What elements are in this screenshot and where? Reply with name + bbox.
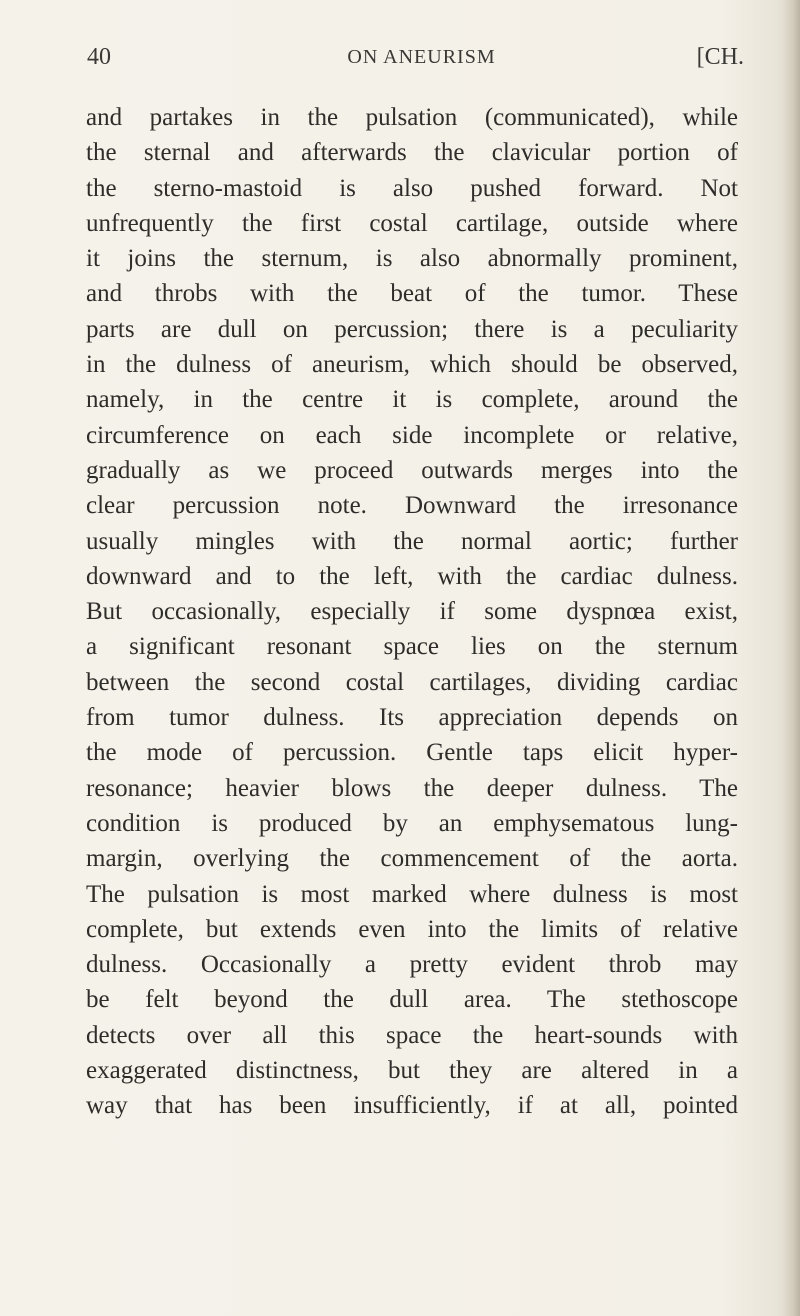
chapter-mark: [CH. bbox=[696, 44, 744, 70]
text-line: from tumor dulness. Its appreciation depends on bbox=[86, 704, 738, 732]
text-line: margin, overlying the commencement of the aorta. bbox=[86, 845, 738, 873]
text-line: between the second costal cartilages, dividing cardiac bbox=[86, 668, 738, 696]
text-line: in the dulness of aneurism, which should be observed, bbox=[86, 351, 738, 379]
text-line: the mode of percussion. Gentle taps elicit hyper- bbox=[86, 739, 738, 767]
text-line: circumference on each side incomplete or relative, bbox=[86, 421, 738, 449]
text-line: parts are dull on percussion; there is a peculiarity bbox=[86, 315, 738, 343]
text-line: clear percussion note. Downward the irresonance bbox=[86, 492, 738, 520]
text-line: it joins the sternum, is also abnormally prominent, bbox=[86, 245, 738, 273]
text-line: and partakes in the pulsation (communicated), while bbox=[86, 104, 738, 131]
text-line: and throbs with the beat of the tumor. These bbox=[86, 280, 738, 308]
text-line: gradually as we proceed outwards merges into the bbox=[86, 456, 738, 484]
text-line: detects over all this space the heart-sounds with bbox=[86, 1021, 738, 1049]
text-line: dulness. Occasionally a pretty evident throb may bbox=[86, 951, 738, 979]
text-line: a significant resonant space lies on the sternum bbox=[86, 633, 738, 661]
text-line: complete, but extends even into the limits of relative bbox=[86, 915, 738, 943]
running-title: ON ANEURISM bbox=[347, 46, 496, 68]
text-line: exaggerated distinctness, but they are altered in a bbox=[86, 1057, 738, 1085]
body-text bbox=[86, 100, 738, 1124]
text-line: way that has been insufficiently, if at all, pointed bbox=[86, 1092, 738, 1120]
text-line: condition is produced by an emphysematous lung- bbox=[86, 809, 738, 837]
text-line: unfrequently the first costal cartilage, outside where bbox=[86, 209, 738, 237]
page-edge-shadow bbox=[782, 0, 800, 1316]
text-line: downward and to the left, with the cardiac dulness. bbox=[86, 562, 738, 590]
text-line: The pulsation is most marked where dulness is most bbox=[86, 880, 738, 908]
page-number: 40 bbox=[87, 44, 111, 70]
text-line: usually mingles with the normal aortic; further bbox=[86, 527, 738, 555]
page-header bbox=[87, 44, 744, 76]
text-line: But occasionally, especially if some dyspnœa exist, bbox=[86, 598, 738, 626]
text-line: resonance; heavier blows the deeper dulness. The bbox=[86, 774, 738, 802]
text-line: the sterno-mastoid is also pushed forward. Not bbox=[86, 174, 738, 202]
text-line: be felt beyond the dull area. The stethoscope bbox=[86, 986, 738, 1014]
text-line: namely, in the centre it is complete, around the bbox=[86, 386, 738, 414]
text-line: the sternal and afterwards the clavicular portion of bbox=[86, 139, 738, 167]
